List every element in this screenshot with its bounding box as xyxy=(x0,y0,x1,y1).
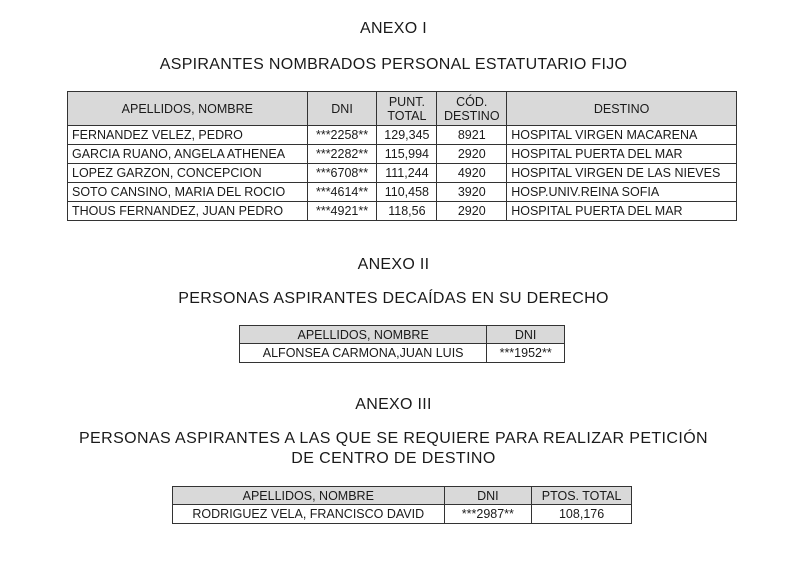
cell-ptos: 108,176 xyxy=(532,505,632,524)
anexo1-title: ANEXO I xyxy=(359,20,427,37)
anexo2-header-name: APELLIDOS, NOMBRE xyxy=(240,326,487,344)
cell-name: LOPEZ GARZON, CONCEPCION xyxy=(68,164,308,183)
cell-cod: 4920 xyxy=(437,164,507,183)
cell-cod: 8921 xyxy=(437,126,507,145)
cell-punt: 115,994 xyxy=(377,145,437,164)
anexo1-table xyxy=(67,91,737,221)
cell-cod: 2920 xyxy=(437,202,507,221)
table-row xyxy=(173,505,632,524)
cell-dni: ***2987** xyxy=(444,505,532,524)
table-row xyxy=(68,145,737,164)
anexo2-header-dni: DNI xyxy=(487,326,565,344)
anexo3-title: ANEXO III xyxy=(355,396,432,413)
table-row xyxy=(68,164,737,183)
cell-dni: ***4614** xyxy=(307,183,377,202)
cell-dni: ***6708** xyxy=(307,164,377,183)
anexo1-header-punt xyxy=(377,92,437,126)
anexo3-subtitle-line1: PERSONAS ASPIRANTES A LAS QUE SE REQUIERE PARA REALIZAR PETICIÓN xyxy=(78,430,709,447)
anexo1-header-row xyxy=(68,92,737,126)
cell-cod: 2920 xyxy=(437,145,507,164)
cell-name: FERNANDEZ VELEZ, PEDRO xyxy=(68,126,308,145)
anexo1-subtitle: ASPIRANTES NOMBRADOS PERSONAL ESTATUTARIO FIJO xyxy=(159,56,628,73)
anexo3-header-name: APELLIDOS, NOMBRE xyxy=(173,487,445,505)
cell-dni: ***2258** xyxy=(307,126,377,145)
table-row xyxy=(68,183,737,202)
anexo1-header-punt-line1: PUNT. xyxy=(388,94,425,109)
anexo3-header-ptos: PTOS. TOTAL xyxy=(532,487,632,505)
cell-punt: 110,458 xyxy=(377,183,437,202)
anexo1-header-name: APELLIDOS, NOMBRE xyxy=(68,92,308,126)
cell-destino: HOSPITAL VIRGEN MACARENA xyxy=(507,126,737,145)
cell-name: THOUS FERNANDEZ, JUAN PEDRO xyxy=(68,202,308,221)
anexo2-subtitle: PERSONAS ASPIRANTES DECAÍDAS EN SU DERECHO xyxy=(178,290,609,307)
anexo1-header-cod-line1: CÓD. xyxy=(456,94,488,109)
cell-cod: 3920 xyxy=(437,183,507,202)
anexo2-table xyxy=(239,325,565,363)
cell-destino: HOSPITAL PUERTA DEL MAR xyxy=(507,202,737,221)
cell-destino: HOSPITAL VIRGEN DE LAS NIEVES xyxy=(507,164,737,183)
anexo2-title: ANEXO II xyxy=(357,256,430,273)
cell-name: GARCIA RUANO, ANGELA ATHENEA xyxy=(68,145,308,164)
cell-name: SOTO CANSINO, MARIA DEL ROCIO xyxy=(68,183,308,202)
anexo3-table xyxy=(172,486,632,524)
cell-dni: ***4921** xyxy=(307,202,377,221)
table-row xyxy=(68,202,737,221)
cell-name: ALFONSEA CARMONA,JUAN LUIS xyxy=(240,344,487,363)
cell-dni: ***1952** xyxy=(487,344,565,363)
cell-dni: ***2282** xyxy=(307,145,377,164)
anexo1-header-cod-line2: DESTINO xyxy=(443,108,500,123)
anexo1-header-destino: DESTINO xyxy=(507,92,737,126)
anexo3-subtitle xyxy=(0,429,787,469)
cell-punt: 118,56 xyxy=(377,202,437,221)
cell-punt: 111,244 xyxy=(377,164,437,183)
cell-destino: HOSP.UNIV.REINA SOFIA xyxy=(507,183,737,202)
cell-destino: HOSPITAL PUERTA DEL MAR xyxy=(507,145,737,164)
anexo1-header-cod xyxy=(437,92,507,126)
table-row xyxy=(68,126,737,145)
anexo2-header-row xyxy=(240,326,565,344)
anexo3-header-row xyxy=(173,487,632,505)
table-row xyxy=(240,344,565,363)
anexo1-header-dni: DNI xyxy=(307,92,377,126)
cell-punt: 129,345 xyxy=(377,126,437,145)
anexo3-subtitle-line2: DE CENTRO DE DESTINO xyxy=(291,450,496,467)
cell-name: RODRIGUEZ VELA, FRANCISCO DAVID xyxy=(173,505,445,524)
anexo1-header-punt-line2: TOTAL xyxy=(387,108,427,123)
anexo3-header-dni: DNI xyxy=(444,487,532,505)
